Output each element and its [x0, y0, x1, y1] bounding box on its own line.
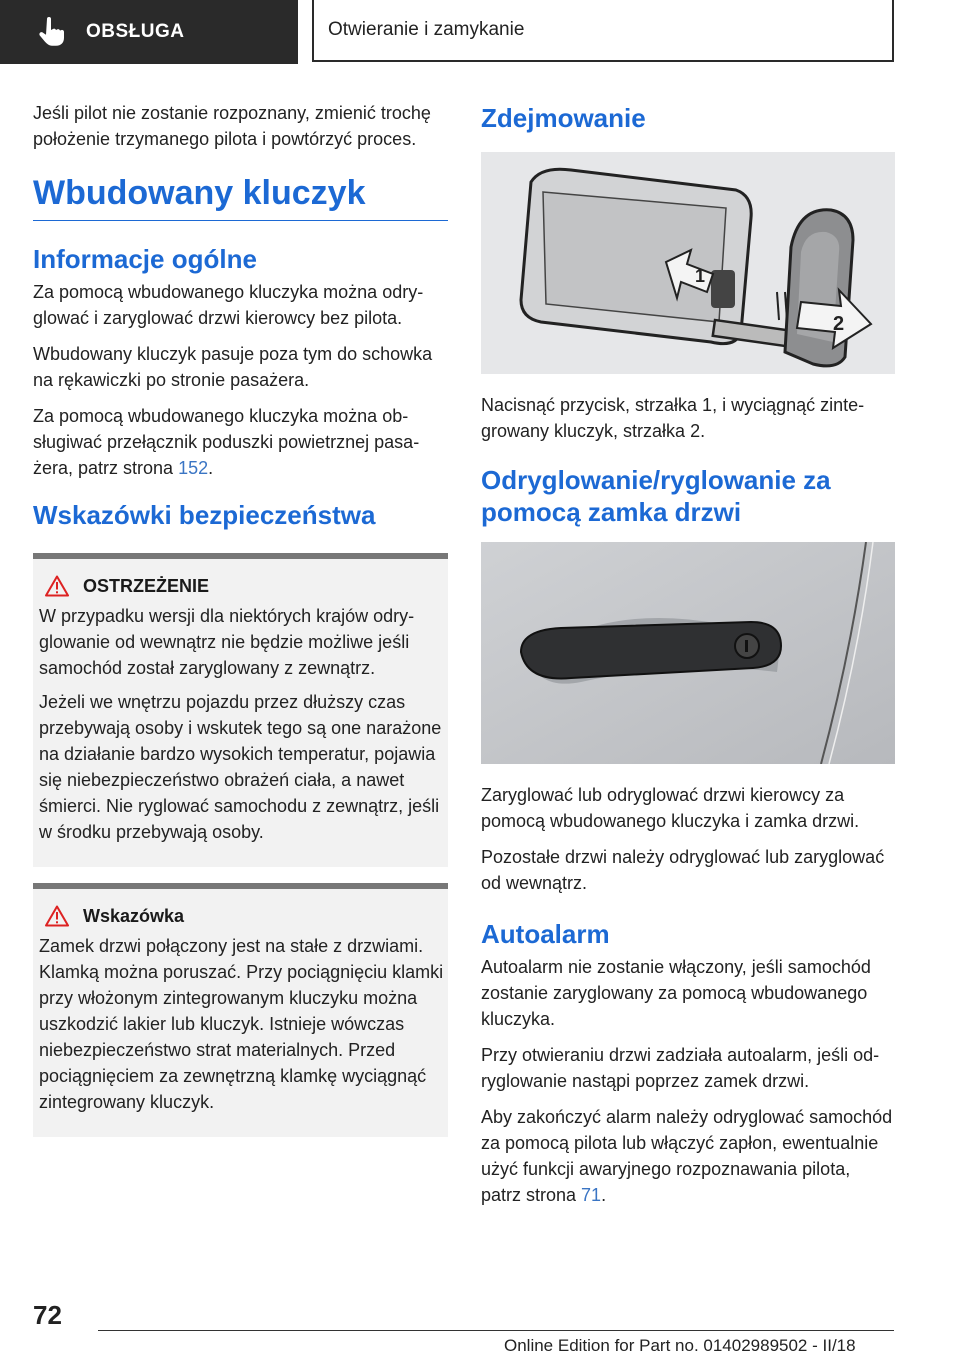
general-paragraph-3: Za pomocą wbudowanego kluczyka można obsługiwać przełącznik poduszki powietrznej pasażera, patrz strona 152. — [33, 406, 420, 478]
lock-paragraph-1: Zaryglować lub odryglować drzwi kierowcy za pomocą wbudowanego kluczyka i zamka drzwi. — [481, 785, 860, 831]
warning-triangle-icon — [45, 905, 69, 927]
right-column — [481, 100, 895, 1218]
warning-title: OSTRZEŻENIE — [83, 575, 210, 596]
intro-paragraph: Jeśli pilot nie zostanie rozpoznany, zmienić trochę położenie trzymanego pilota i powtórzyć proces. — [33, 103, 431, 149]
door-handle-illustration — [481, 542, 895, 764]
warning-triangle-icon — [45, 575, 69, 597]
general-heading: Informacje ogólne — [33, 244, 257, 274]
note-box — [33, 883, 448, 1137]
general-paragraph-2: Wbudowany kluczyk pasuje poza tym do schowka na rękawiczki po stronie pasażera. — [33, 344, 433, 390]
section-tab[interactable] — [0, 0, 298, 64]
alarm-paragraph-1: Autoalarm nie zostanie włączony, jeśli samochód zostanie zaryglowany za pomocą wbudowanego kluczyka. — [481, 957, 871, 1029]
note-title: Wskazówka — [83, 905, 185, 926]
footer-divider — [98, 1330, 894, 1331]
door-handle-image — [481, 542, 895, 764]
general-paragraph-1: Za pomocą wbudowanego kluczyka można odryglować i zaryglować drzwi kierowcy bez pilota. — [33, 282, 424, 328]
main-heading: Wbudowany kluczyk — [33, 172, 448, 221]
warning-paragraph-2: Jeżeli we wnętrzu pojazdu przez dłuższy czas przebywają osoby i wskutek tego są one narażone na działanie bardzo wysokich temperatur, pojawia się niebezpieczeństwo obrażeń ciała, a nawet śmierci. Nie ryglować samochodu z zewnątrz, jeśli w środku przebywają osoby. — [39, 692, 442, 842]
removal-paragraph: Nacisnąć przycisk, strzałka 1, i wyciągnąć zintegrowany kluczyk, strzałka 2. — [481, 395, 865, 441]
note-paragraph-1: Zamek drzwi połączony jest na stałe z drzwiami. Klamką można poruszać. Przy pociągnięciu klamki przy włożonym zintegrowanym kluczyku można uszkodzić lakier lub kluczyk. Istnieje wówczas niebezpieczeństwo strat materialnych. Przed pociągnięciem za zewnętrzną klamkę wyciągnąć zintegrowany kluczyk. — [39, 936, 444, 1112]
warning-box — [33, 553, 448, 867]
removal-heading: Zdejmowanie — [481, 103, 646, 133]
lock-heading: Odryglowanie/ryglowanie za pomocą zamka drzwi — [481, 465, 831, 527]
section-label: OBSŁUGA — [86, 21, 185, 42]
footer-edition: Online Edition for Part no. 01402989502 - II/18 — [504, 1336, 856, 1355]
alarm-paragraph-2: Przy otwieraniu drzwi zadziała autoalarm, jeśli odryglowanie nastąpi poprzez zamek drzwi. — [481, 1045, 880, 1091]
alarm-paragraph-3: Aby zakończyć alarm należy odryglować samochód za pomocą pilota lub włączyć zapłon, ewentualnie użyć funkcji awaryjnego rozpoznawania pilota, patrz strona 71. — [481, 1107, 893, 1205]
page-ref-link-71[interactable]: 71 — [581, 1185, 602, 1205]
lock-paragraph-2: Pozostałe drzwi należy odryglować lub zaryglować od wewnątrz. — [481, 847, 885, 893]
page-number: 72 — [33, 1300, 62, 1330]
key-removal-illustration — [481, 152, 895, 374]
left-column — [33, 100, 448, 1137]
alarm-heading: Autoalarm — [481, 919, 610, 949]
page-header — [0, 0, 960, 66]
safety-heading: Wskazówki bezpieczeństwa — [33, 500, 376, 530]
warning-paragraph-1: W przypadku wersji dla niektórych krajów odryglowanie od wewnątrz nie będzie możliwe jeśli samochód został zaryglowany z zewnątrz. — [39, 606, 415, 678]
arrow-label-1: 1 — [695, 266, 706, 286]
hand-pointer-icon — [38, 17, 64, 47]
page-ref-link-152[interactable]: 152 — [178, 458, 209, 478]
chapter-title: Otwieranie i zamykanie — [312, 0, 894, 62]
arrow-label-2: 2 — [833, 313, 845, 335]
key-fob-image — [481, 152, 895, 374]
